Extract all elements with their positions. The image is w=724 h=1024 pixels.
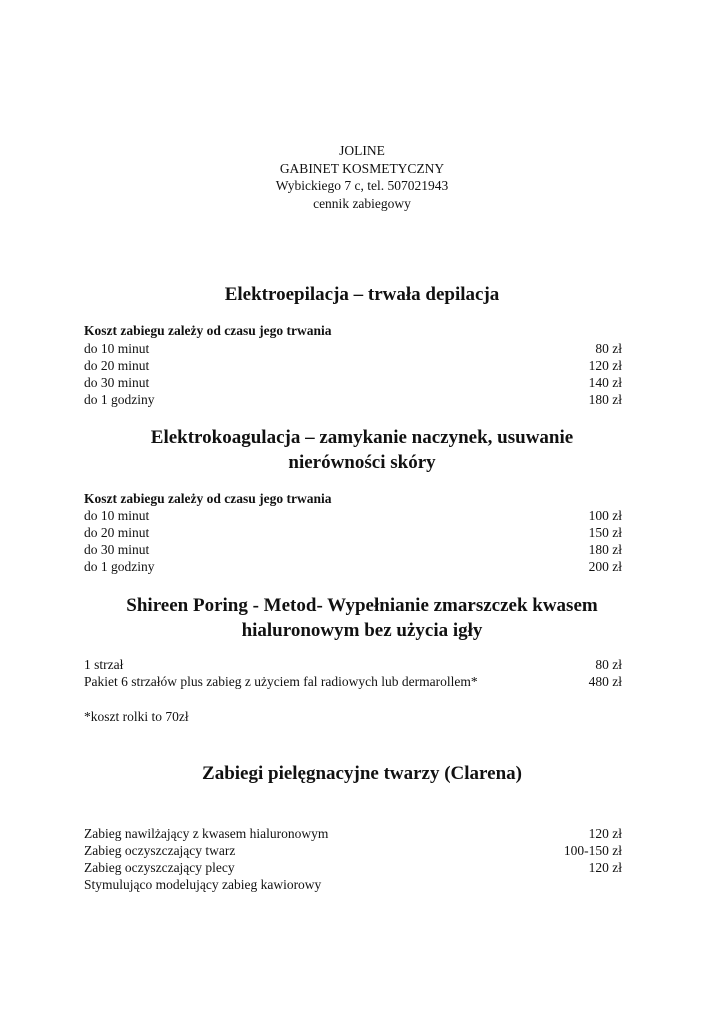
service-name: Zabieg oczyszczający plecy xyxy=(84,860,235,875)
section-heading-line: Elektrokoagulacja – zamykanie naczynek, usuwanie xyxy=(150,427,574,448)
price-row xyxy=(84,825,622,842)
price-row xyxy=(84,374,622,391)
price-row xyxy=(84,876,622,893)
service-name: do 10 minut xyxy=(84,341,150,356)
price-row xyxy=(84,541,622,558)
service-price: 120 zł xyxy=(588,860,622,875)
service-name: Zabieg nawilżający z kwasem hialuronowym xyxy=(84,826,329,841)
price-row xyxy=(84,656,622,673)
section-subheading: Koszt zabiegu zależy od czasu jego trwania xyxy=(84,323,332,338)
price-row xyxy=(84,673,622,690)
section-heading-electrocoagulation xyxy=(60,425,664,475)
price-row xyxy=(84,357,622,374)
service-name: do 1 godziny xyxy=(84,559,155,574)
service-price: 150 zł xyxy=(588,525,622,540)
price-row xyxy=(84,507,622,524)
service-price: 80 zł xyxy=(595,657,622,672)
service-price: 480 zł xyxy=(588,674,622,689)
salon-type: GABINET KOSMETYCZNY xyxy=(279,160,445,176)
section-heading-line: nierówności skóry xyxy=(288,452,436,473)
service-price: 180 zł xyxy=(588,542,622,557)
section-heading-electroepilation: Elektroepilacja – trwała depilacja xyxy=(224,284,500,305)
price-row xyxy=(84,558,622,575)
service-name: do 10 minut xyxy=(84,508,150,523)
service-name: Pakiet 6 strzałów plus zabieg z użyciem fal radiowych lub dermarollem* xyxy=(84,674,478,689)
service-price: 100 zł xyxy=(588,508,622,523)
service-name: Zabieg oczyszczający twarz xyxy=(84,843,236,858)
price-row xyxy=(84,524,622,541)
section-heading-line: hialuronowym bez użycia igły xyxy=(241,620,483,641)
service-price: 200 zł xyxy=(588,559,622,574)
section-heading-line: Shireen Poring - Metod- Wypełnianie zmarszczek kwasem xyxy=(126,595,598,616)
section-subheading: Koszt zabiegu zależy od czasu jego trwania xyxy=(84,491,332,506)
service-name: 1 strzał xyxy=(84,657,124,672)
price-row xyxy=(84,391,622,408)
footnote: *koszt rolki to 70zł xyxy=(84,709,189,724)
service-price: 140 zł xyxy=(588,375,622,390)
service-name: do 20 minut xyxy=(84,525,150,540)
price-row xyxy=(84,859,622,876)
price-list-subtitle: cennik zabiegowy xyxy=(313,195,411,211)
service-name: do 1 godziny xyxy=(84,392,155,407)
salon-header xyxy=(0,142,724,212)
service-name: do 30 minut xyxy=(84,375,150,390)
price-row xyxy=(84,842,622,859)
section-heading-shireen-poring xyxy=(60,593,664,643)
section-heading-face-treatments: Zabiegi pielęgnacyjne twarzy (Clarena) xyxy=(202,763,522,784)
price-row xyxy=(84,340,622,357)
service-price: 120 zł xyxy=(588,358,622,373)
service-price: 120 zł xyxy=(588,826,622,841)
salon-name: JOLINE xyxy=(339,143,385,158)
service-name: do 30 minut xyxy=(84,542,150,557)
service-price: 100-150 zł xyxy=(563,843,622,858)
service-name: Stymulująco modelujący zabieg kawiorowy xyxy=(84,877,322,892)
service-price: 180 zł xyxy=(588,392,622,407)
salon-address: Wybickiego 7 c, tel. 507021943 xyxy=(275,178,449,193)
service-price: 80 zł xyxy=(595,341,622,356)
service-name: do 20 minut xyxy=(84,358,150,373)
